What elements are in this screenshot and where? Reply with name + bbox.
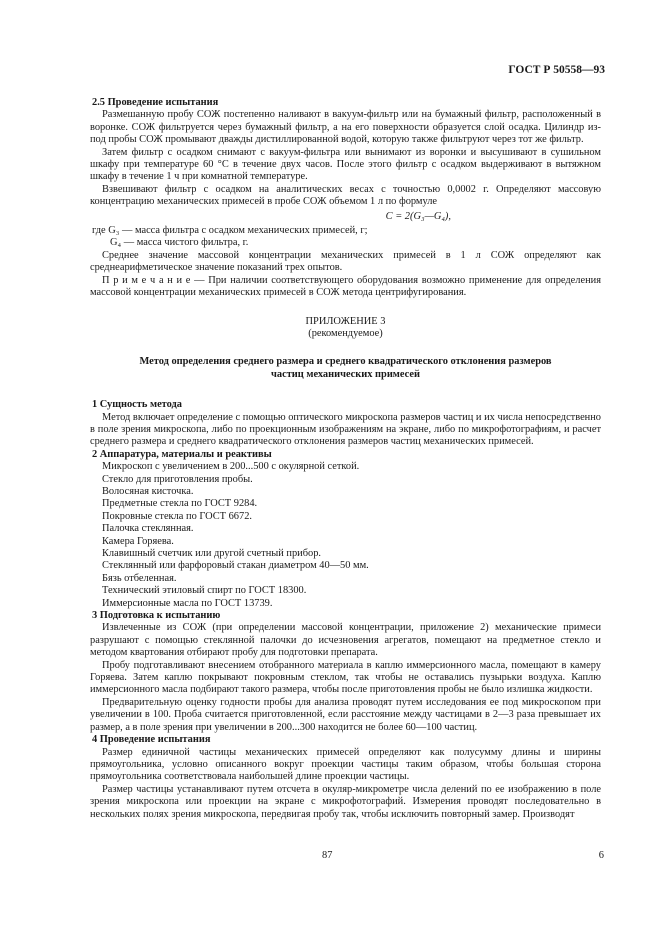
section-2-5-paragraph-2: Затем фильтр с осадком снимают с вакуум-фильтра или вынимают из воронки и высушивают в сушильном шкафу при температуре 60 °С в течение двух часов. После этого фильтр с осадком выдерживают в вытяжном шкафу в течение 1 ч при комнатной температуре.	[90, 146, 601, 183]
list-item: Стекло для приготовления пробы.	[102, 473, 253, 485]
section-3-heading: 3 Подготовка к испытанию	[92, 610, 221, 622]
list-item: Бязь отбеленная.	[102, 572, 177, 584]
section-2-heading: 2 Аппаратура, материалы и реактивы	[92, 448, 272, 460]
section-2-5-paragraph-1: Размешанную пробу СОЖ постепенно наливают в вакуум-фильтр или на бумажный фильтр, расположенный в воронке. СОЖ фильтруется через бумажный фильтр, а на его поверхности образуется слой осадка. Цилиндр из-под пробы СОЖ промывают дважды дистиллированной водой, которую также фильтруют через тот же фильтр.	[90, 109, 601, 146]
page-number: 87	[322, 850, 333, 861]
list-item: Предметные стекла по ГОСТ 9284.	[102, 498, 258, 510]
equipment-list	[90, 461, 601, 610]
formula: C = 2(G₃—G₄),	[385, 210, 451, 222]
list-item: Микроскоп с увеличением в 200...500 с окулярной сеткой.	[102, 461, 360, 473]
list-item: Технический этиловый спирт по ГОСТ 18300.	[102, 585, 307, 597]
appendix-status: (рекомендуемое)	[308, 327, 383, 339]
formula-where-g3: где G₃ — масса фильтра с осадком механических примесей, г;	[92, 225, 368, 237]
list-item: Иммерсионные масла по ГОСТ 13739.	[102, 597, 273, 609]
section-1-heading: 1 Сущность метода	[92, 399, 182, 411]
section-3-paragraph-2: Пробу подготавливают внесением отобранного материала в каплю иммерсионного масла, помещают в камеру Горяева. Затем каплю покрывают покровным стеклом, так чтобы не оставались пузырьки воздуха. Каплю иммерсионного масла подбирают такого размера, чтобы после приготовления пробы не было излишка жидкости.	[90, 659, 601, 696]
formula-where-g4: G₄ — масса чистого фильтра, г.	[110, 237, 249, 249]
section-2-5-note: П р и м е ч а н и е — При наличии соответствующего оборудования возможно применение для определения массовой концентрации механических примесей в СОЖ метода центрифугирования.	[90, 274, 601, 299]
list-item: Волосяная кисточка.	[102, 485, 194, 497]
list-item: Покровные стекла по ГОСТ 6672.	[102, 510, 252, 522]
section-1-paragraph: Метод включает определение с помощью оптического микроскопа размеров частиц и их числа непосредственно в поле зрения микроскопа, либо по проекционным изображениям на экране, либо по микрофотографиям, и расчет среднего размера и среднего квадратического отклонения размеров частиц механических примесей.	[90, 411, 601, 448]
section-4-paragraph-2: Размер частицы устанавливают путем отсчета в окуляр-микрометре числа делений по ее изображению в поле зрения микроскопа или проекции на экране с микрофотографий. Измерения проводят последовательно в нескольких полях зрения микроскопа, передвигая пробу так, чтобы исключить повторный замер. Производят	[90, 783, 601, 820]
page-content	[90, 97, 601, 821]
section-3-paragraph-1: Извлеченные из СОЖ (при определении массовой концентрации, приложение 2) механические примеси разрушают с помощью стеклянной палочки до исчезновения агрегатов, помещают на предметное стекло и методом квартования отбирают пробу для подготовки препарата.	[90, 622, 601, 659]
appendix-title: Метод определения среднего размера и среднего квадратического отклонения размеров частиц механических примесей	[139, 356, 552, 380]
section-3-paragraph-3: Предварительную оценку годности пробы для анализа проводят путем исследования ее под микроскопом при увеличении в 100. Проба считается приготовленной, если расстояние между частицами в 2—3 раза превышает их размер, а в поле зрения при увеличении в 200...300 находится не более 60—100 частиц.	[90, 696, 601, 733]
section-4-heading: 4 Проведение испытания	[92, 734, 211, 746]
standard-header: ГОСТ Р 50558—93	[508, 64, 605, 76]
section-2-5-paragraph-4: Среднее значение массовой концентрации механических примесей в 1 л СОЖ определяют как среднеарифметическое значение показаний трех опытов.	[90, 249, 601, 274]
list-item: Камера Горяева.	[102, 535, 174, 547]
section-2-5-paragraph-3: Взвешивают фильтр с осадком на аналитических весах с точностью 0,0002 г. Определяют массовую концентрацию механических примесей в пробе СОЖ объемом 1 л по формуле	[90, 183, 601, 208]
list-item: Клавишный счетчик или другой счетный прибор.	[102, 548, 321, 559]
list-item: Стеклянный или фарфоровый стакан диаметром 40—50 мм.	[102, 560, 369, 572]
section-4-paragraph-1: Размер единичной частицы механических примесей определяют как полусумму длины и ширины прямоугольника, условно описанного вокруг проекции частицы таким образом, чтобы большая сторона прямоугольника соответствовала наибольшей длине проекции частицы.	[90, 746, 601, 783]
sheet-number: 6	[598, 850, 604, 861]
list-item: Палочка стеклянная.	[102, 523, 194, 535]
appendix-label: ПРИЛОЖЕНИЕ 3	[305, 315, 386, 327]
section-2-5-heading: 2.5 Проведение испытания	[92, 97, 219, 108]
